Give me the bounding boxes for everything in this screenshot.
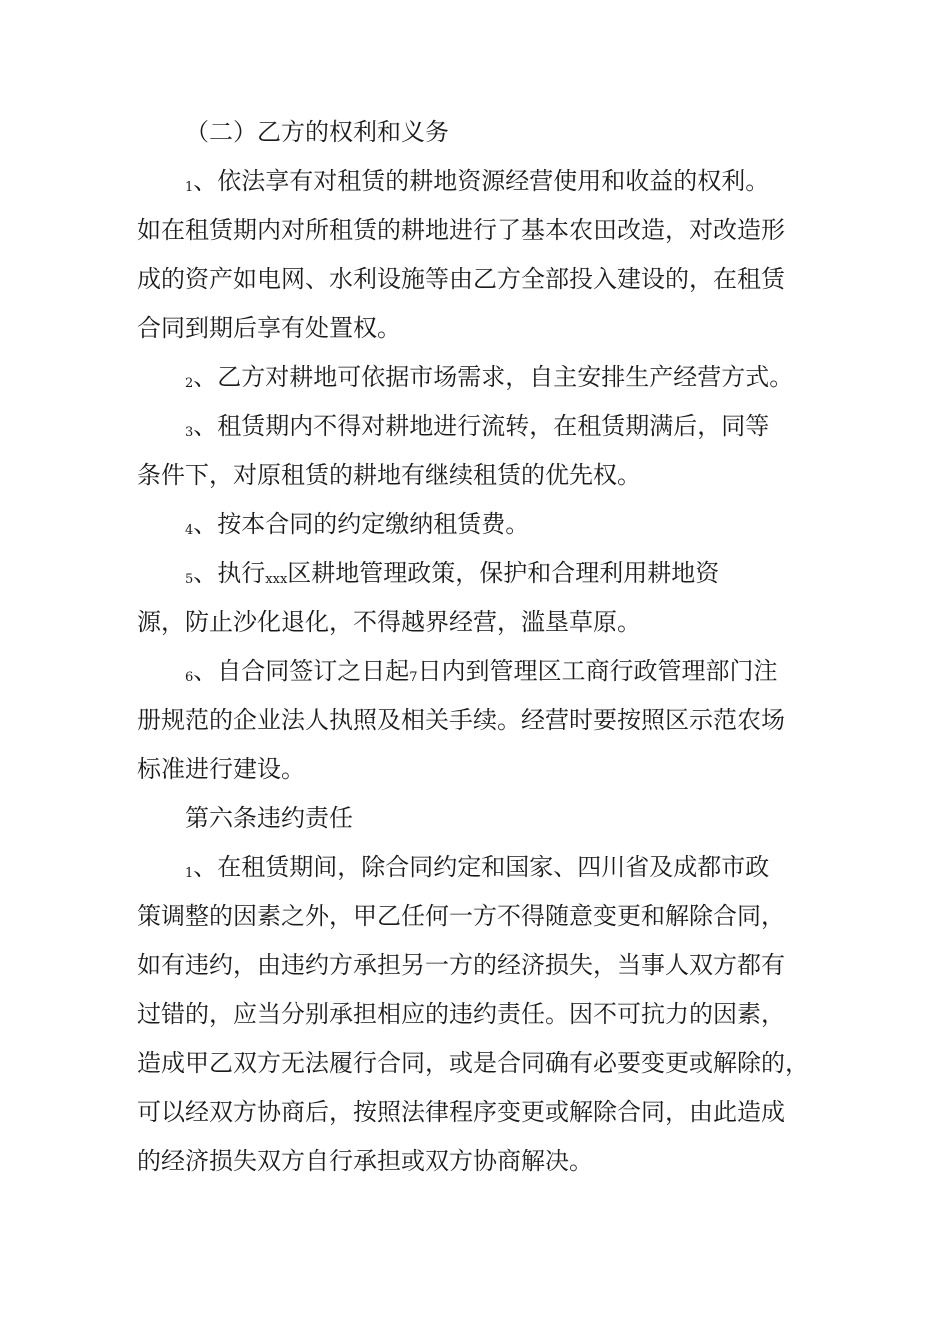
paragraph-line: 如有违约，由违约方承担另一方的经济损失，当事人双方都有 bbox=[137, 951, 785, 979]
item-text: 日内到管理区工商行政管理部门注 bbox=[417, 657, 778, 685]
item-number: 2 bbox=[185, 376, 194, 391]
placeholder-text: xxx bbox=[265, 572, 288, 587]
days-number: 7 bbox=[409, 670, 418, 685]
item-number: 3 bbox=[185, 425, 194, 440]
item-text: 、依法享有对租赁的耕地资源经营使用和收益的权利。 bbox=[193, 167, 770, 195]
paragraph-line: 可以经双方协商后，按照法律程序变更或解除合同，由此造成 bbox=[137, 1098, 785, 1126]
paragraph-line: 册规范的企业法人执照及相关手续。经营时要按照区示范农场 bbox=[137, 706, 785, 734]
item-number: 5 bbox=[185, 572, 194, 587]
paragraph-item-4 bbox=[137, 500, 837, 549]
item-text: 、自合同签订之日起 bbox=[193, 657, 410, 685]
paragraph-item-6 bbox=[137, 647, 837, 696]
paragraph-item-1 bbox=[137, 157, 837, 206]
paragraph-line: 的经济损失双方自行承担或双方协商解决。 bbox=[137, 1147, 593, 1175]
document-body bbox=[137, 108, 837, 1186]
item-text: 、租赁期内不得对耕地进行流转，在租赁期满后，同等 bbox=[193, 412, 770, 440]
paragraph-line: 策调整的因素之外，甲乙任何一方不得随意变更和解除合同， bbox=[137, 902, 785, 930]
item-number: 1 bbox=[185, 866, 194, 881]
item-number: 4 bbox=[185, 523, 194, 538]
item-text: 、执行 bbox=[193, 559, 266, 587]
item-text: 、在租赁期间，除合同约定和国家、四川省及成都市政 bbox=[193, 853, 770, 881]
item-number: 1 bbox=[185, 180, 194, 195]
article-heading: 第六条违约责任 bbox=[185, 804, 353, 832]
paragraph-line: 源，防止沙化退化，不得越界经营，滥垦草原。 bbox=[137, 608, 641, 636]
paragraph-line: 成的资产如电网、水利设施等由乙方全部投入建设的，在租赁 bbox=[137, 265, 785, 293]
paragraph-item-5 bbox=[137, 549, 837, 598]
paragraph-line: 造成甲乙双方无法履行合同，或是合同确有必要变更或解除的， bbox=[137, 1049, 809, 1077]
section-heading: （二）乙方的权利和义务 bbox=[185, 118, 449, 146]
paragraph-article-item-1 bbox=[137, 843, 837, 892]
item-text: 区耕地管理政策，保护和合理利用耕地资 bbox=[287, 559, 720, 587]
item-text: 、按本合同的约定缴纳租赁费。 bbox=[193, 510, 530, 538]
paragraph-line: 条件下，对原租赁的耕地有继续租赁的优先权。 bbox=[137, 461, 641, 489]
item-text: 、乙方对耕地可依据市场需求，自主安排生产经营方式。 bbox=[193, 363, 794, 391]
item-number: 6 bbox=[185, 670, 194, 685]
paragraph-line: 合同到期后享有处置权。 bbox=[137, 314, 401, 342]
paragraph-line: 如在租赁期内对所租赁的耕地进行了基本农田改造，对改造形 bbox=[137, 216, 785, 244]
paragraph-line: 标准进行建设。 bbox=[137, 755, 305, 783]
paragraph-line: 过错的，应当分别承担相应的违约责任。因不可抗力的因素， bbox=[137, 1000, 785, 1028]
paragraph-item-2 bbox=[137, 353, 837, 402]
paragraph-item-3 bbox=[137, 402, 837, 451]
